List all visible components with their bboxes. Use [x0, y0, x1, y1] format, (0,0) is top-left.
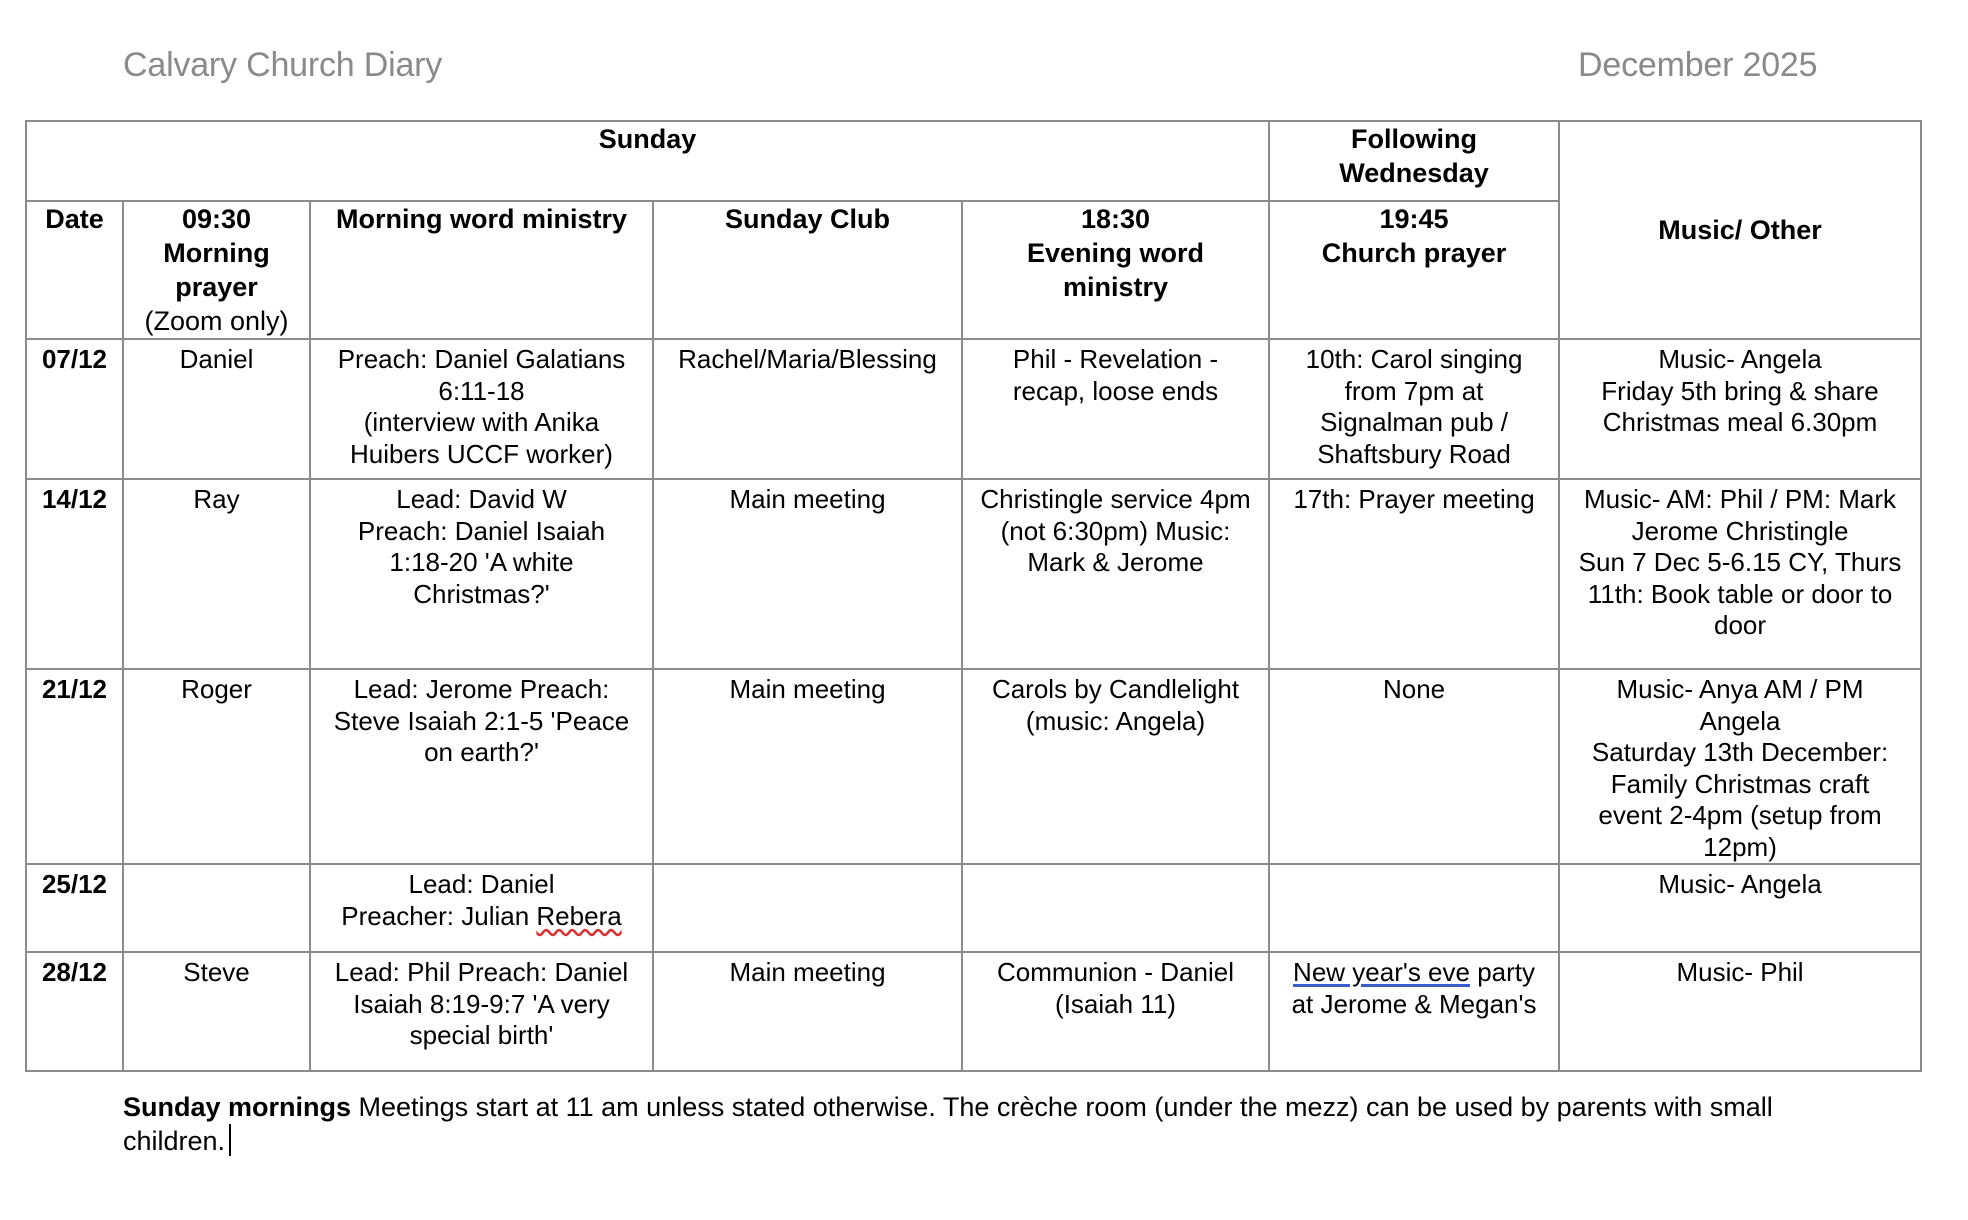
- cell-line: Lead: David W: [396, 484, 567, 514]
- cell-line: from 7pm at: [1344, 375, 1484, 406]
- morning-word-cell[interactable]: [310, 339, 653, 479]
- cell-line: Music- Anya AM / PM: [1616, 674, 1864, 704]
- evening-word-cell[interactable]: [962, 864, 1269, 952]
- cell-line: Preach: Daniel Galatians: [337, 344, 626, 374]
- date-cell[interactable]: 21/12: [26, 669, 123, 864]
- cell-line: Shaftsbury Road: [1317, 438, 1511, 469]
- church-prayer-cell[interactable]: [1269, 479, 1559, 669]
- cell-line: Music- AM: Phil / PM: Mark: [1584, 484, 1897, 514]
- morning-word-cell[interactable]: [310, 479, 653, 669]
- cell-line: Angela: [1699, 705, 1781, 736]
- cell-line: Music- Angela: [1658, 344, 1822, 374]
- cell-line: Jerome Christingle: [1631, 515, 1849, 546]
- cell-line: special birth': [409, 1020, 554, 1050]
- sunday-club-cell[interactable]: Rachel/Maria/Blessing: [653, 339, 962, 479]
- church-prayer-header: [1269, 201, 1559, 339]
- wednesday-label: Wednesday: [1339, 158, 1489, 188]
- cell-line: Family Christmas craft: [1610, 768, 1870, 799]
- cell-line: Christingle service 4pm: [980, 484, 1251, 514]
- cell-line: 12pm): [1703, 831, 1777, 862]
- preacher-prefix: Preacher: Julian: [341, 900, 537, 931]
- evening-word-cell[interactable]: [962, 339, 1269, 479]
- evening-word-cell[interactable]: [962, 952, 1269, 1071]
- evening-label-1: Evening word: [1027, 238, 1205, 268]
- following-wednesday-header: [1269, 121, 1559, 201]
- morning-prayer-label-2: prayer: [175, 272, 258, 302]
- zoom-only-note: (Zoom only): [144, 306, 289, 336]
- cell-line: Preach: Daniel Isaiah: [357, 515, 606, 546]
- cell-line: door: [1714, 610, 1767, 640]
- church-prayer-cell[interactable]: [1269, 952, 1559, 1071]
- cell-text: party: [1469, 957, 1535, 987]
- cell-line: 11th: Book table or door to: [1587, 578, 1893, 609]
- cell-line: Christmas meal 6.30pm: [1602, 407, 1878, 437]
- cell-line: Music- Phil: [1676, 957, 1804, 987]
- date-cell[interactable]: 14/12: [26, 479, 123, 669]
- cell-line: Music- Angela: [1658, 869, 1822, 899]
- table-row: [26, 952, 1921, 1071]
- morning-prayer-header: [123, 201, 310, 339]
- music-other-cell[interactable]: [1559, 669, 1921, 864]
- footer-text: Meetings start at 11 am unless stated otherwise. The crèche room (under the mezz) can be used by parents with small children.: [123, 1092, 1773, 1156]
- cell-line: Isaiah 8:19-9:7 'A very: [353, 988, 610, 1019]
- morning-prayer-label-1: Morning: [163, 238, 270, 268]
- spellcheck-flagged-word[interactable]: Rebera: [536, 900, 622, 931]
- cell-line: 6:11-18: [438, 375, 525, 406]
- cell-line: [1274, 957, 1554, 989]
- table-row: [26, 864, 1921, 952]
- cell-line: [315, 901, 648, 933]
- cell-line: Lead: Phil Preach: Daniel: [334, 957, 629, 987]
- music-other-label: Music/ Other: [1658, 215, 1822, 245]
- cell-line: 10th: Carol singing: [1305, 344, 1523, 374]
- music-other-cell[interactable]: [1559, 479, 1921, 669]
- footer-bold-lead: Sunday mornings: [123, 1092, 352, 1122]
- document-month: December 2025: [1578, 46, 1818, 84]
- cell-line: (interview with Anika: [363, 407, 600, 437]
- cell-line: Carols by Candlelight: [991, 674, 1240, 704]
- sunday-club-header: Sunday Club: [653, 201, 962, 339]
- cell-line: Phil - Revelation -: [1012, 344, 1219, 374]
- church-prayer-cell[interactable]: [1269, 669, 1559, 864]
- cell-line: (Isaiah 11): [1055, 988, 1176, 1019]
- sunday-club-cell[interactable]: [653, 864, 962, 952]
- cell-line: at Jerome & Megan's: [1291, 988, 1537, 1019]
- morning-word-header: Morning word ministry: [310, 201, 653, 339]
- morning-prayer-time: 09:30: [181, 204, 252, 234]
- cell-line: Communion - Daniel: [997, 957, 1234, 987]
- document-title: Calvary Church Diary: [123, 46, 443, 84]
- smart-link-text[interactable]: New year's eve: [1293, 957, 1470, 987]
- church-prayer-cell[interactable]: [1269, 864, 1559, 952]
- text-cursor: [229, 1124, 231, 1156]
- morning-word-cell[interactable]: [310, 864, 653, 952]
- church-prayer-cell[interactable]: [1269, 339, 1559, 479]
- cell-line: Saturday 13th December:: [1591, 737, 1889, 767]
- cell-line: Sun 7 Dec 5-6.15 CY, Thurs: [1578, 547, 1902, 577]
- cell-line: on earth?': [424, 737, 539, 767]
- date-header: Date: [26, 201, 123, 339]
- date-cell[interactable]: 28/12: [26, 952, 123, 1071]
- cell-line: Lead: Jerome Preach:: [353, 674, 610, 704]
- evening-label-2: ministry: [1062, 272, 1169, 302]
- table-row: [26, 669, 1921, 864]
- sunday-club-cell[interactable]: Main meeting: [653, 952, 962, 1071]
- date-cell[interactable]: 25/12: [26, 864, 123, 952]
- morning-prayer-cell[interactable]: Ray: [123, 479, 310, 669]
- morning-prayer-cell[interactable]: [123, 864, 310, 952]
- cell-line: 17th: Prayer meeting: [1293, 484, 1535, 514]
- following-label: Following: [1351, 124, 1478, 154]
- music-other-cell[interactable]: [1559, 952, 1921, 1071]
- cell-line: None: [1382, 674, 1446, 704]
- morning-prayer-cell[interactable]: Steve: [123, 952, 310, 1071]
- evening-word-cell[interactable]: [962, 479, 1269, 669]
- music-other-header: [1559, 121, 1921, 339]
- cell-line: event 2-4pm (setup from: [1598, 800, 1882, 830]
- cell-line: Steve Isaiah 2:1-5 'Peace: [333, 705, 630, 736]
- cell-line: (music: Angela): [1025, 705, 1206, 736]
- sunday-club-cell[interactable]: Main meeting: [653, 479, 962, 669]
- cell-line: Signalman pub /: [1320, 407, 1508, 437]
- evening-word-cell[interactable]: [962, 669, 1269, 864]
- cell-line: Huibers UCCF worker): [350, 438, 613, 469]
- footer-note[interactable]: [123, 1090, 1843, 1158]
- sunday-group-header: Sunday: [26, 121, 1269, 201]
- cell-line: recap, loose ends: [1012, 375, 1219, 406]
- morning-word-cell[interactable]: [310, 952, 653, 1071]
- church-prayer-label: Church prayer: [1321, 238, 1507, 268]
- cell-line: Christmas?': [413, 578, 550, 609]
- evening-time: 18:30: [1080, 204, 1151, 234]
- evening-word-header: [962, 201, 1269, 339]
- music-other-cell[interactable]: [1559, 864, 1921, 952]
- sunday-club-cell[interactable]: Main meeting: [653, 669, 962, 864]
- diary-table: [25, 120, 1922, 1072]
- music-other-cell[interactable]: [1559, 339, 1921, 479]
- cell-line: (not 6:30pm) Music:: [1000, 515, 1231, 546]
- group-header-row: [26, 121, 1921, 201]
- morning-prayer-cell[interactable]: Daniel: [123, 339, 310, 479]
- cell-line: Lead: Daniel: [408, 869, 555, 899]
- date-cell[interactable]: 07/12: [26, 339, 123, 479]
- church-prayer-time: 19:45: [1379, 204, 1449, 234]
- table-row: [26, 339, 1921, 479]
- morning-prayer-cell[interactable]: Roger: [123, 669, 310, 864]
- morning-word-cell[interactable]: [310, 669, 653, 864]
- table-row: [26, 479, 1921, 669]
- cell-line: Mark & Jerome: [1027, 547, 1204, 577]
- cell-line: 1:18-20 'A white: [389, 547, 574, 577]
- cell-line: Friday 5th bring & share: [1601, 375, 1879, 406]
